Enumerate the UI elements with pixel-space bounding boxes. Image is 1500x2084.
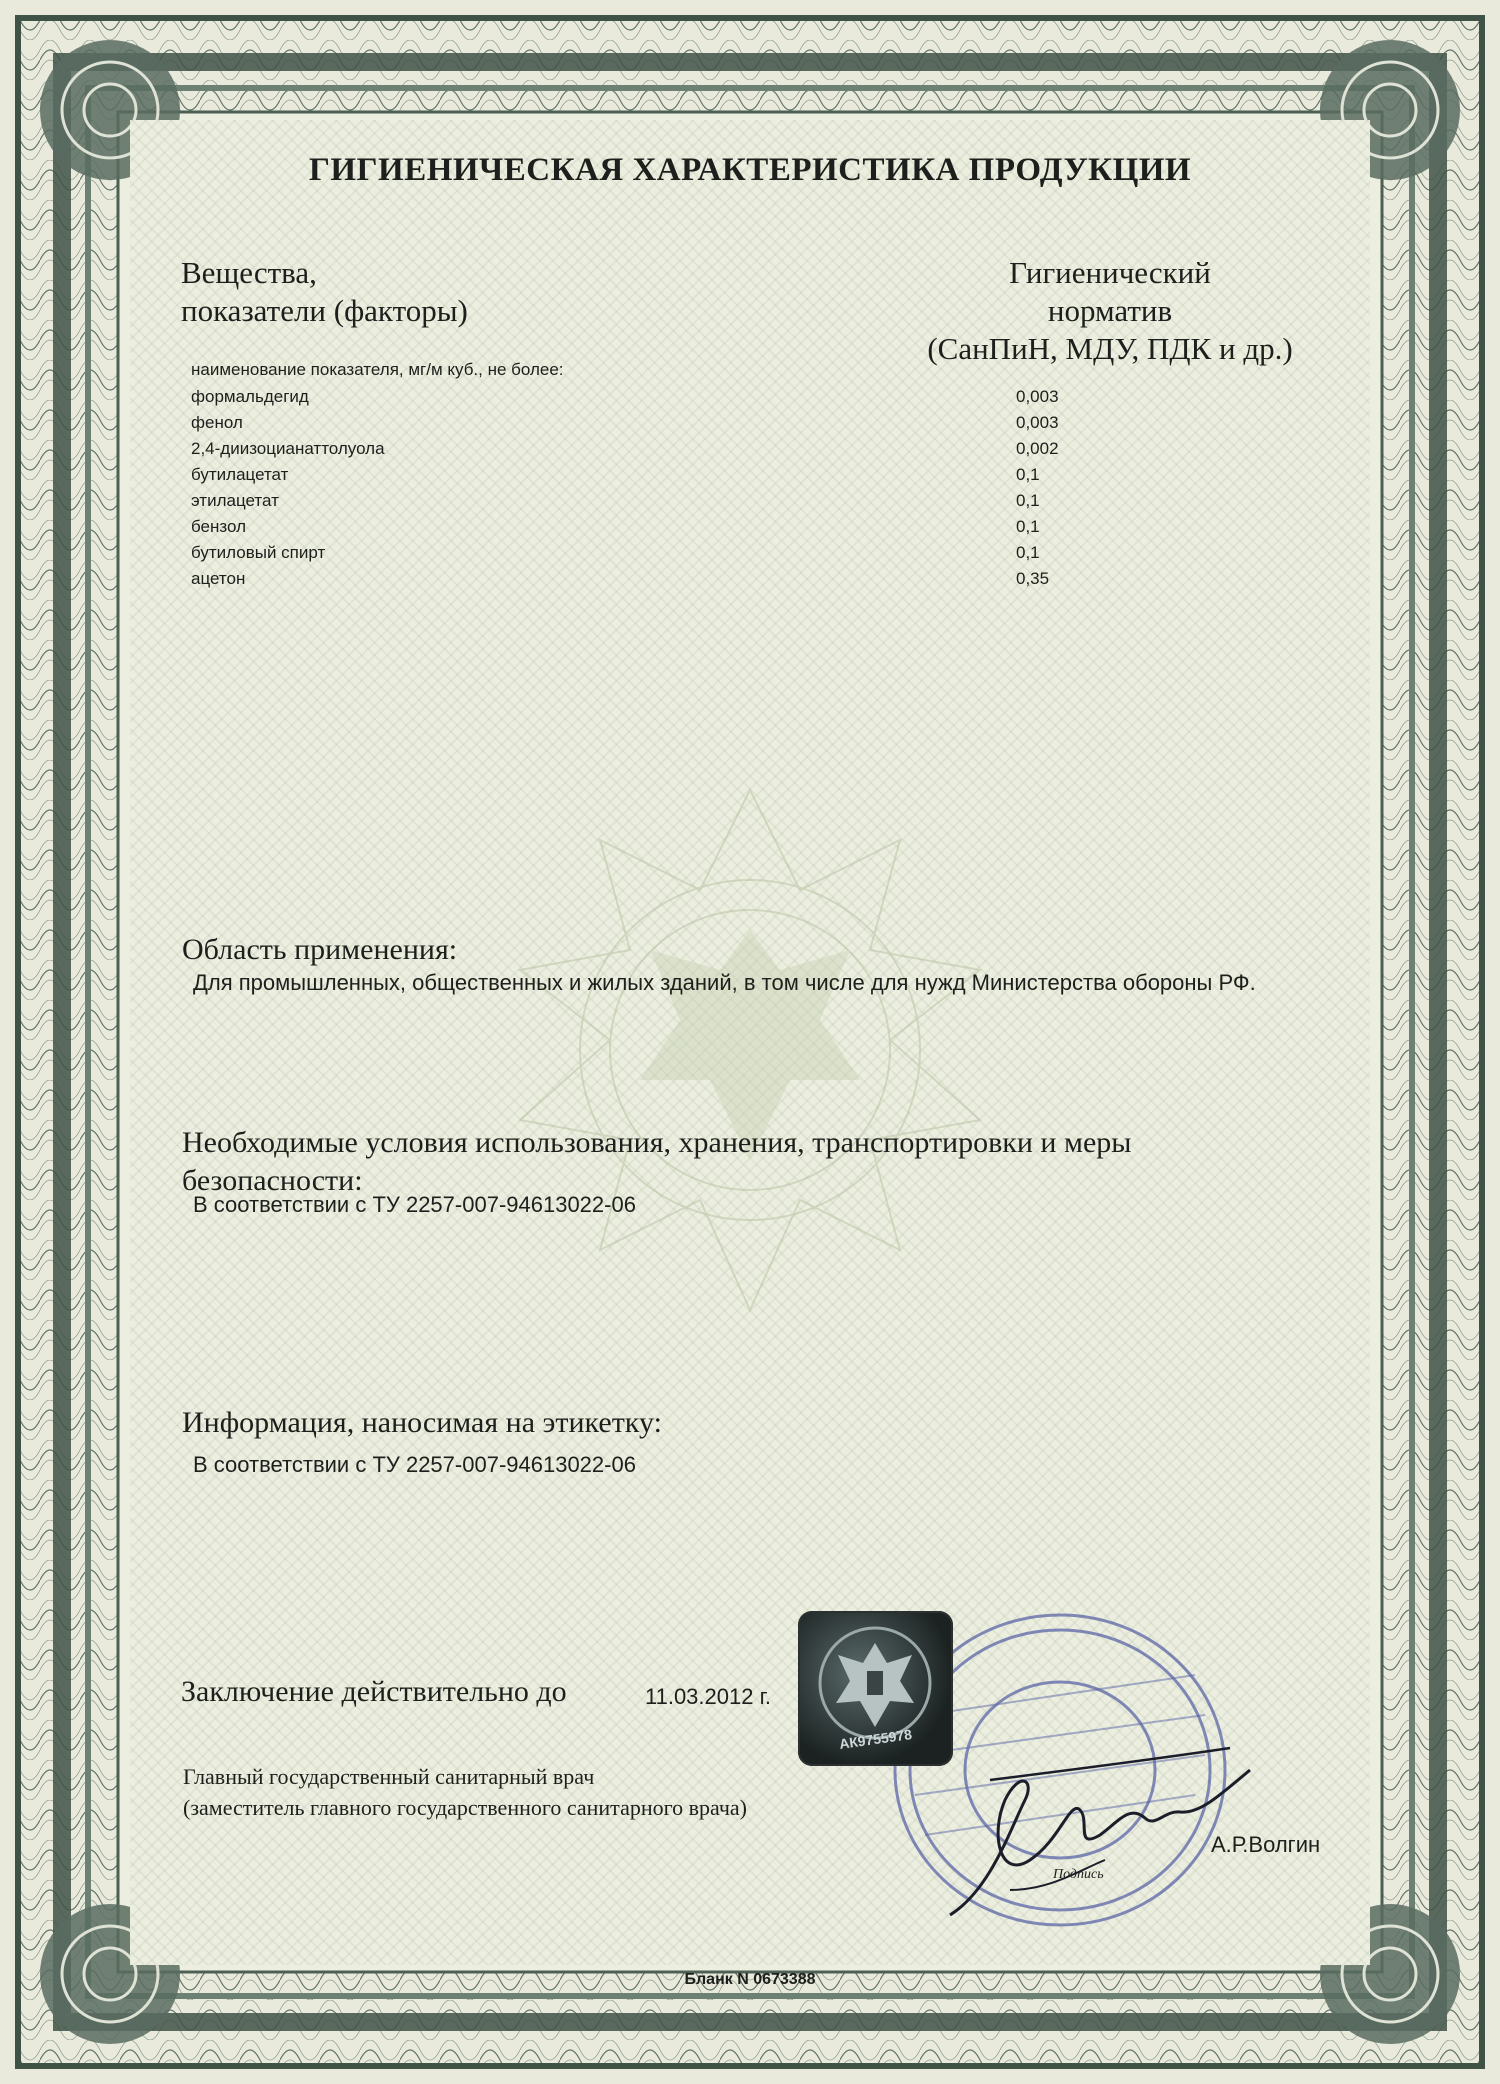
substances-header-line: показатели (факторы) [181, 293, 468, 328]
indicator-name: этилацетат [191, 491, 279, 510]
scope-text: Для промышленных, общественных и жилых зданий, в том числе для нужд Министерства обороны РФ. [193, 970, 1256, 995]
conditions-label-line: Необходимые условия использования, хранения, транспортировки и меры [182, 1126, 1132, 1159]
indicator-value: 0,1 [1016, 543, 1040, 562]
signatory-name: А.Р.Волгин [1211, 1832, 1321, 1857]
indicator-row [191, 413, 1091, 439]
indicator-name: бутиловый спирт [191, 543, 326, 562]
indicator-caption: наименование показателя, мг/м куб., не более: [191, 360, 564, 379]
indicator-value: 0,002 [1016, 439, 1059, 458]
indicator-name: бензол [191, 517, 246, 536]
hologram-serial: АК9755978 [838, 1725, 913, 1753]
indicator-value: 0,003 [1016, 413, 1059, 432]
norm-header [880, 254, 1340, 368]
indicator-row [191, 439, 1091, 465]
indicator-name: фенол [191, 413, 243, 432]
indicator-row [191, 465, 1091, 491]
signature-caption: Подпись [1053, 1867, 1104, 1882]
doctor-title-line: Главный государственный санитарный врач [183, 1764, 595, 1789]
conditions-label-line: безопасности: [182, 1164, 363, 1197]
indicator-name: формальдегид [191, 387, 309, 406]
indicator-name: 2,4-диизоцианаттолуола [191, 439, 385, 458]
doctor-title [183, 1761, 747, 1823]
indicator-value: 0,1 [1016, 465, 1040, 484]
doctor-title-line: (заместитель главного государственного санитарного врача) [183, 1795, 748, 1820]
validity-label: Заключение действительно до [181, 1675, 567, 1708]
label-info-text: В соответствии с ТУ 2257-007-94613022-06 [193, 1452, 636, 1477]
substances-header [181, 254, 468, 330]
validity-date: 11.03.2012 г. [645, 1684, 772, 1709]
indicator-row [191, 387, 1091, 413]
eagle-watermark [420, 780, 1080, 1320]
indicator-name: ацетон [191, 569, 246, 588]
indicator-row [191, 543, 1091, 569]
scope-label: Область применения: [182, 933, 458, 966]
indicator-value: 0,35 [1016, 569, 1050, 588]
indicator-name: бутилацетат [191, 465, 289, 484]
substances-header-line: Вещества, [181, 255, 317, 290]
norm-header-line: (СанПиН, МДУ, ПДК и др.) [927, 331, 1293, 366]
conditions-label [182, 1124, 1131, 1200]
indicator-value: 0,1 [1016, 517, 1040, 536]
label-info-label: Информация, наносимая на этикетку: [182, 1406, 662, 1439]
indicator-row [191, 491, 1091, 517]
norm-header-line: норматив [1047, 293, 1173, 328]
document-title: ГИГИЕНИЧЕСКАЯ ХАРАКТЕРИСТИКА ПРОДУКЦИИ [308, 152, 1192, 188]
conditions-text: В соответствии с ТУ 2257-007-94613022-06 [193, 1192, 636, 1217]
indicator-value: 0,003 [1016, 387, 1059, 406]
indicator-row [191, 517, 1091, 543]
indicator-row [191, 569, 1091, 595]
blank-number: Бланк N 0673388 [684, 1971, 816, 1988]
indicator-value: 0,1 [1016, 491, 1040, 510]
norm-header-line: Гигиенический [1009, 255, 1211, 290]
